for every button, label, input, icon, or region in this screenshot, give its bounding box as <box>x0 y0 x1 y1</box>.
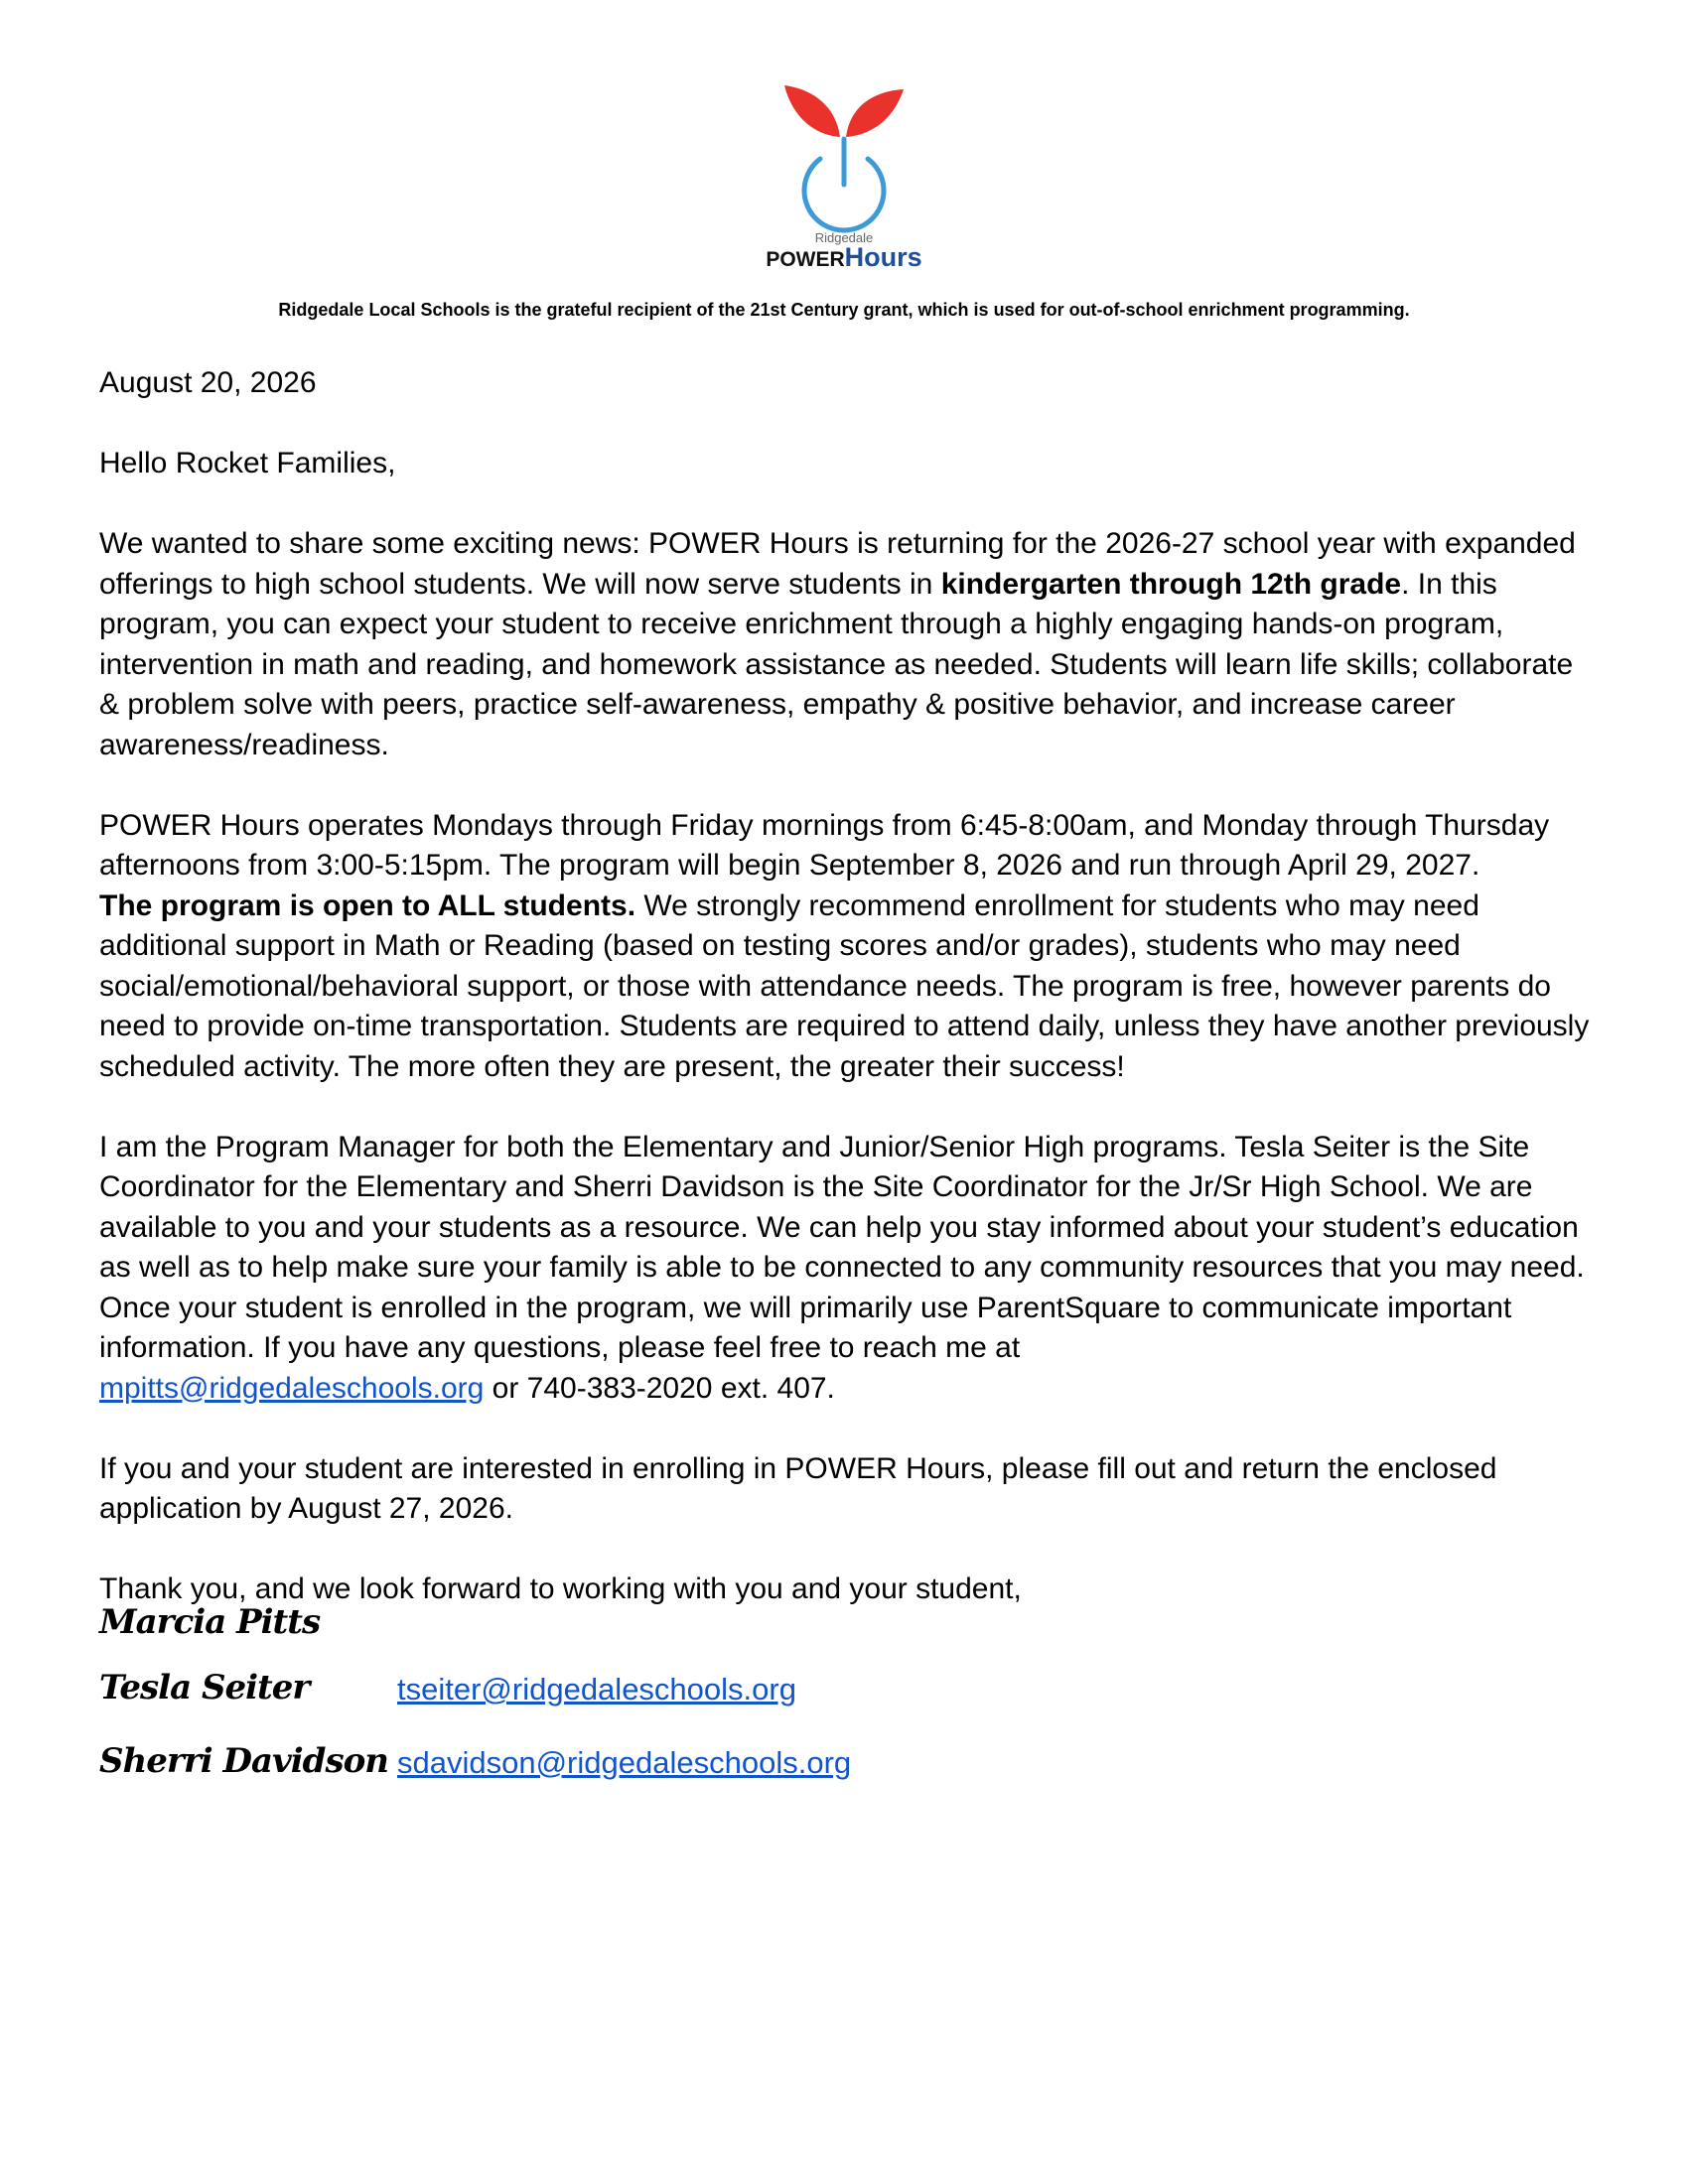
paragraph-staff-phone: or 740-383-2020 ext. 407. <box>484 1371 835 1405</box>
power-hours-logo <box>755 77 933 276</box>
logo-name-small: Ridgedale <box>814 230 874 245</box>
sherri-email-link[interactable]: sdavidson@ridgedaleschools.org <box>397 1745 852 1780</box>
grant-note: Ridgedale Local Schools is the grateful recipient of the 21st Century grant, which is used for out-of-school enrichment programming. <box>278 300 1410 320</box>
tesla-email-link[interactable]: tseiter@ridgedaleschools.org <box>397 1672 796 1706</box>
signature-sherri-davidson: Sherri Davidson <box>99 1741 388 1781</box>
letter-closing: Thank you, and we look forward to working with you and your student, <box>99 1572 1022 1605</box>
paragraph-schedule-open: The program is open to ALL students. <box>99 888 636 922</box>
manager-email-link[interactable]: mpitts@ridgedaleschools.org <box>99 1371 485 1405</box>
letter-greeting: Hello Rocket Families, <box>99 447 396 479</box>
left-leaf-icon <box>784 85 840 137</box>
paragraph-news-grades: kindergarten through 12th grade <box>940 567 1402 601</box>
letter-body <box>99 363 1599 1610</box>
paragraph-staff-text: I am the Program Manager for both the Elementary and Junior/Senior High programs. Tesla Seiter is the Site Coordinator for the Elementary and Sherri Davidson is the Site Coordinator for the Jr/Sr High School. We are available to you and your students as a resource. We can help you stay informed about your student’s education as well as to help make sure your family is able to be connected to any community resources that you may need. Once your student is enrolled in the program, we will primarily use ParentSquare to communicate important information. If you have any questions, please feel free to reach me at <box>99 1130 1585 1364</box>
paragraph-enroll: If you and your student are interested in enrolling in POWER Hours, please fill out and return the enclosed application by August 27, 2026. <box>99 1451 1497 1525</box>
signature-marcia-pitts: Marcia Pitts <box>99 1602 321 1642</box>
logo-graphic <box>755 77 933 276</box>
paragraph-staff <box>99 1128 1599 1410</box>
logo-wordmark <box>766 242 921 272</box>
paragraph-news <box>99 524 1599 765</box>
logo-hours-word: Hours <box>844 242 922 272</box>
paragraph-schedule <box>99 806 1599 1088</box>
signature-tesla-seiter: Tesla Seiter <box>99 1668 310 1707</box>
right-leaf-icon <box>846 89 904 137</box>
paragraph-news-text-2: . In this program, you can expect your student to receive enrichment through a highly engaging hands-on program, intervention in math and reading, and homework assistance as needed. Students will learn life skills; collaborate & problem solve with peers, practice self-awareness, empathy & positive behavior, and increase career awareness/readiness. <box>99 567 1574 761</box>
paragraph-schedule-text: We strongly recommend enrollment for students who may need additional support in Math or Reading (based on testing scores and/or grades), students who may need social/emotional/behavioral support, or those with attendance needs. The program is free, however parents do need to provide on-time transportation. Students are required to attend daily, unless they have another previously scheduled activity. The more often they are present, the greater their success! <box>99 888 1590 1083</box>
letter-date: August 20, 2026 <box>99 366 317 399</box>
logo-power-word: POWER <box>766 248 845 271</box>
paragraph-schedule-lead: POWER Hours operates Mondays through Friday mornings from 6:45-8:00am, and Monday through Thursday afternoons from 3:00-5:15pm. The program will begin September 8, 2026 and run through April 29, 2027. <box>99 808 1550 882</box>
paragraph-news-text-1: We wanted to share some exciting news: POWER Hours is returning for the 2026-27 school year with expanded offerings to high school students. We will now serve students in <box>99 527 1576 601</box>
